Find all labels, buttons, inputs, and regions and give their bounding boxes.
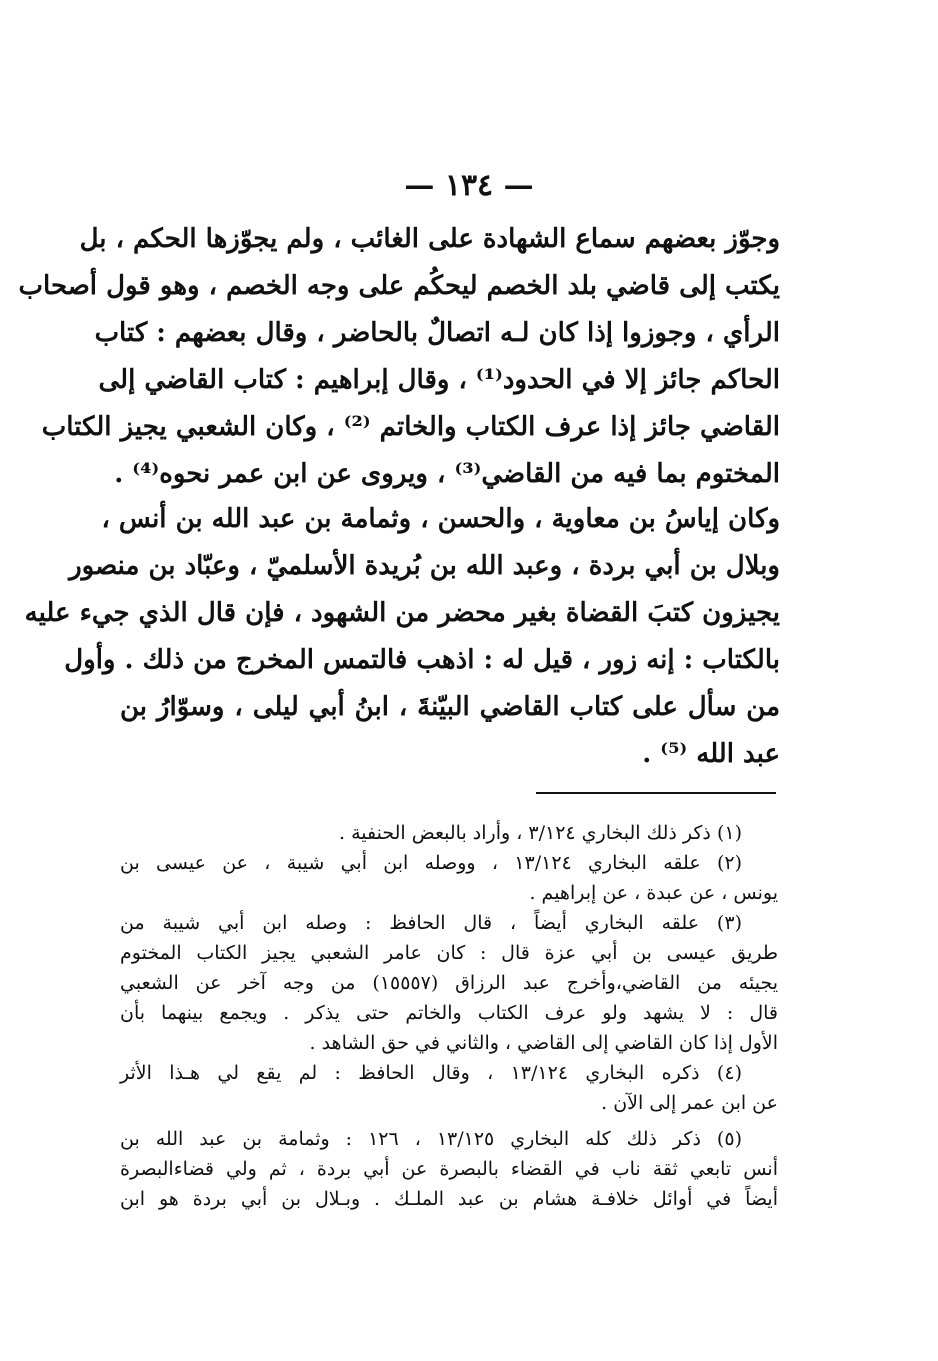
paragraph-1 xyxy=(18,216,780,498)
text-line: وكان إياسُ بن معاوية ، والحسن ، وثمامة بن عبد الله بن أنس ، xyxy=(101,504,780,534)
text-line: المختوم بما فيه من القاضي⁽³⁾ ، ويروى عن ابن عمر نحوه⁽⁴⁾ . xyxy=(114,459,780,489)
footnote-divider xyxy=(536,792,776,794)
text-line: القاضي جائز إذا عرف الكتاب والخاتم ⁽²⁾ ، وكان الشعبي يجيز الكتاب xyxy=(41,412,780,442)
text-line: يجيزون كتبَ القضاة بغير محضر من الشهود ، فإن قال الذي جيء عليه xyxy=(24,598,780,628)
text-line: يكتب إلى قاضي بلد الخصم ليحكُم على وجه الخصم ، وهو قول أصحاب xyxy=(18,271,780,301)
footnote-line: (١) ذكر ذلك البخاري ٣/١٢٤ ، وأراد بالبعض الحنفية . xyxy=(339,822,742,844)
footnote-line: (٣) علقه البخاري أيضاً ، قال الحافظ : وصله ابن أبي شيبة من xyxy=(120,912,742,934)
text-line: من سأل على كتاب القاضي البيّنةَ ، ابنُ أبي ليلى ، وسوّارُ بن xyxy=(120,692,780,722)
text-line: وجوّز بعضهم سماع الشهادة على الغائب ، ولم يجوّزها الحكم ، بل xyxy=(79,224,780,254)
footnote-line: أنس تابعي ثقة ناب في القضاء بالبصرة عن أبي بردة ، ثم ولي قضاءالبصرة xyxy=(120,1158,778,1180)
text-line: عبد الله ⁽⁵⁾ . xyxy=(642,739,780,769)
footnotes xyxy=(120,818,778,1214)
text-line: الحاكم جائز إلا في الحدود⁽¹⁾ ، وقال إبراهيم : كتاب القاضي إلى xyxy=(98,365,780,395)
footnote-line: طريق عيسى بن أبي عزة قال : كان عامر الشعبي يجيز الكتاب المختوم xyxy=(120,942,778,964)
footnote-line: (٥) ذكر ذلك كله البخاري ١٣/١٢٥ ، ١٢٦ : وثمامة بن عبد الله بن xyxy=(120,1128,742,1150)
footnote-line: الأول إذا كان القاضي إلى القاضي ، والثاني في حق الشاهد . xyxy=(309,1032,778,1054)
page-number: — ١٣٤ — xyxy=(404,168,534,203)
text-line: بالكتاب : إنه زور ، قيل له : اذهب فالتمس المخرج من ذلك . وأول xyxy=(64,645,780,675)
footnote-line: (٢) علقه البخاري ١٣/١٢٤ ، ووصله ابن أبي شيبة ، عن عيسى بن xyxy=(120,852,742,874)
footnote-line: أيضاً في أوائل خلافـة هشام بن عبد الملـك . وبـلال بن أبي بردة هو ابن xyxy=(120,1188,778,1210)
footnote-line: يونس ، عن عبدة ، عن إبراهيم . xyxy=(529,882,778,904)
footnote-line: عن ابن عمر إلى الآن . xyxy=(601,1092,778,1114)
text-line: وبلال بن أبي بردة ، وعبد الله بن بُريدة الأسلميّ ، وعبّاد بن منصور xyxy=(69,551,780,581)
footnote-line: يجيئه من القاضي،وأخرج عبد الرزاق (١٥٥٥٧) من وجه آخر عن الشعبي xyxy=(120,972,778,994)
footnote-line: (٤) ذكره البخاري ١٣/١٢٤ ، وقال الحافظ : لم يقع لي هـذا الأثر xyxy=(120,1062,742,1084)
footnote-line: قال : لا يشهد ولو عرف الكتاب والخاتم حتى يذكر . ويجمع بينهما بأن xyxy=(120,1002,778,1024)
paragraph-2 xyxy=(24,496,780,778)
text-line: الرأي ، وجوزوا إذا كان لـه اتصالٌ بالحاضر ، وقال بعضهم : كتاب xyxy=(94,318,780,348)
